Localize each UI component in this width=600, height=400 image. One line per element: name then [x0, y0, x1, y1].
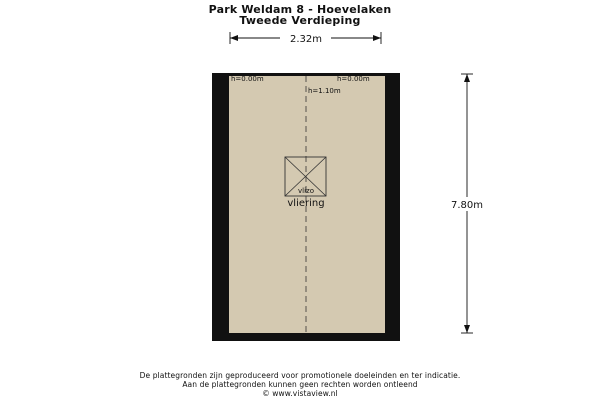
- length-dimension-label: 7.80m: [450, 200, 484, 211]
- width-dimension-label: 2.32m: [289, 34, 323, 45]
- disclaimer-line-1: De plattegronden zijn geproduceerd voor promotionele doeleinden en ter indicatie.: [139, 371, 461, 380]
- copyright-line: © www.vistaview.nl: [262, 389, 338, 398]
- room-label: vliering: [287, 198, 325, 209]
- height-label-right: h=0.00m: [337, 75, 370, 83]
- height-label-center: h=1.10m: [308, 87, 341, 95]
- height-label-left: h=0.00m: [231, 75, 264, 83]
- disclaimer-line-2: Aan de plattegronden kunnen geen rechten worden ontleend: [182, 380, 418, 389]
- hatch-label: vlizo: [298, 187, 314, 195]
- plan-subtitle: Tweede Verdieping: [239, 14, 361, 27]
- plan-title: Park Weldam 8 - Hoevelaken: [208, 3, 392, 16]
